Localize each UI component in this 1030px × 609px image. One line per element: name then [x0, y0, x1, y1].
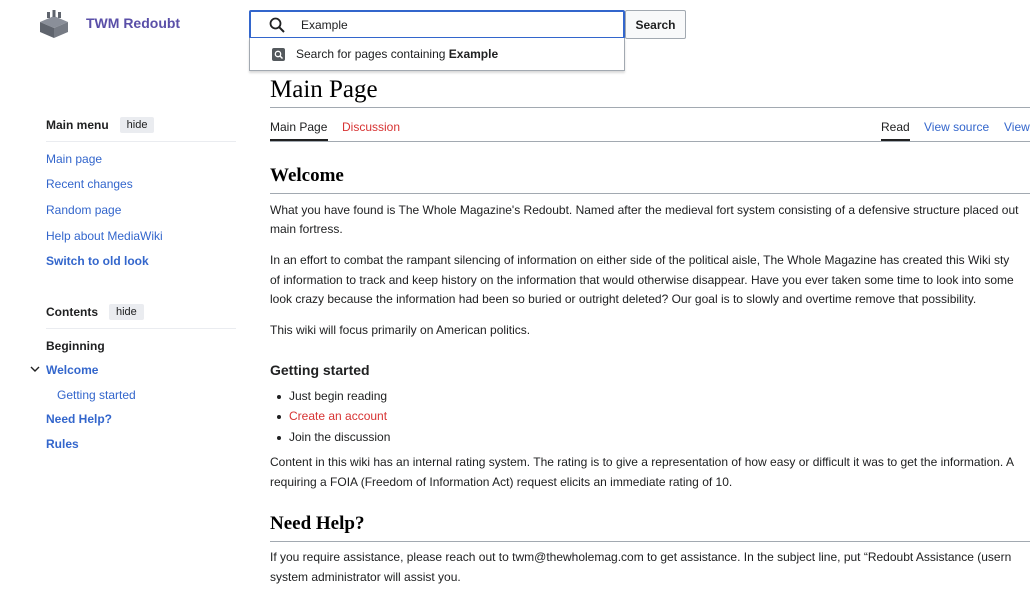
page-title: Main Page [270, 76, 378, 103]
sidebar-item-help[interactable]: Help about MediaWiki [46, 229, 163, 243]
divider [46, 328, 236, 329]
search-box[interactable] [249, 10, 625, 39]
help-paragraph-line-1: If you require assistance, please reach out to twm@thewholemag.com to get assistance. In the subject line, put “Redoubt Assistance (usern [270, 550, 1012, 564]
title-divider [270, 107, 1030, 108]
welcome-paragraph-1-line-2: main fortress. [270, 222, 343, 236]
list-item-begin-reading: Just begin reading [289, 389, 388, 403]
tabs-divider [270, 141, 1030, 142]
toc-item-getting-started[interactable]: Getting started [57, 388, 136, 402]
page-search-icon [272, 48, 285, 61]
tab-discussion[interactable]: Discussion [342, 120, 401, 134]
site-name[interactable]: TWM Redoubt [86, 15, 181, 31]
heading-divider [270, 193, 1030, 194]
list-item-create-account[interactable]: Create an account [289, 409, 388, 423]
main-menu-header [46, 117, 154, 133]
tab-view-history[interactable]: View [1004, 120, 1030, 134]
site-logo[interactable] [36, 8, 72, 44]
search-button[interactable]: Search [625, 10, 686, 39]
welcome-paragraph-3: This wiki will focus primarily on American politics. [270, 323, 531, 337]
toc-item-welcome[interactable]: Welcome [46, 363, 99, 377]
help-paragraph-line-2: system administrator will assist you. [270, 570, 461, 584]
toc-item-need-help[interactable]: Need Help? [46, 412, 113, 426]
contents-hide-button[interactable]: hide [109, 304, 144, 320]
welcome-paragraph-2-line-2: of information to track and keep history on the information that would otherwise disappear. Have you ever taken some time to look into some [270, 273, 1014, 287]
tab-main-page[interactable]: Main Page [270, 120, 328, 134]
heading-getting-started: Getting started [270, 362, 370, 378]
chevron-down-icon[interactable] [30, 364, 40, 374]
rating-paragraph-line-2: requiring a FOIA (Freedom of Information Act) request elicits an immediate rating of 10. [270, 475, 733, 489]
tab-view-source[interactable]: View source [924, 120, 990, 134]
contents-header [46, 304, 144, 320]
welcome-paragraph-2-line-1: In an effort to combat the rampant silencing of information on either side of the political aisle, The Whole Magazine has created this Wiki sty [270, 253, 1010, 267]
main-menu-hide-button[interactable]: hide [120, 117, 155, 133]
welcome-paragraph-2-line-3: look crazy because the information had been so buried or outright deleted? Our goal is to slowly and overtime remove that possibility. [270, 292, 977, 306]
rating-paragraph-line-1: Content in this wiki has an internal rating system. The rating is to give a representation of how easy or difficult it was to get the information. A [270, 455, 1014, 469]
list-item-join-discussion: Join the discussion [289, 430, 391, 444]
sidebar-item-main-page[interactable]: Main page [46, 152, 103, 166]
sidebar-item-random-page[interactable]: Random page [46, 203, 122, 217]
sidebar-item-switch-old-look[interactable]: Switch to old look [46, 254, 149, 268]
search-input[interactable] [301, 15, 611, 35]
heading-need-help: Need Help? [270, 513, 365, 534]
contents-title: Contents [46, 305, 98, 319]
welcome-paragraph-1-line-1: What you have found is The Whole Magazine's Redoubt. Named after the medieval fort system consisting of a defensive structure placed out [270, 203, 1019, 217]
sidebar-item-recent-changes[interactable]: Recent changes [46, 177, 133, 191]
toc-item-beginning[interactable]: Beginning [46, 339, 105, 353]
divider [46, 141, 236, 142]
search-suggestion[interactable] [249, 38, 625, 71]
heading-welcome: Welcome [270, 165, 344, 186]
search-icon [269, 17, 285, 33]
tab-read[interactable]: Read [881, 120, 910, 134]
heading-divider [270, 541, 1030, 542]
toc-item-rules[interactable]: Rules [46, 437, 79, 451]
main-menu-title: Main menu [46, 118, 109, 132]
suggestion-text: Search for pages containing Example [296, 47, 499, 61]
